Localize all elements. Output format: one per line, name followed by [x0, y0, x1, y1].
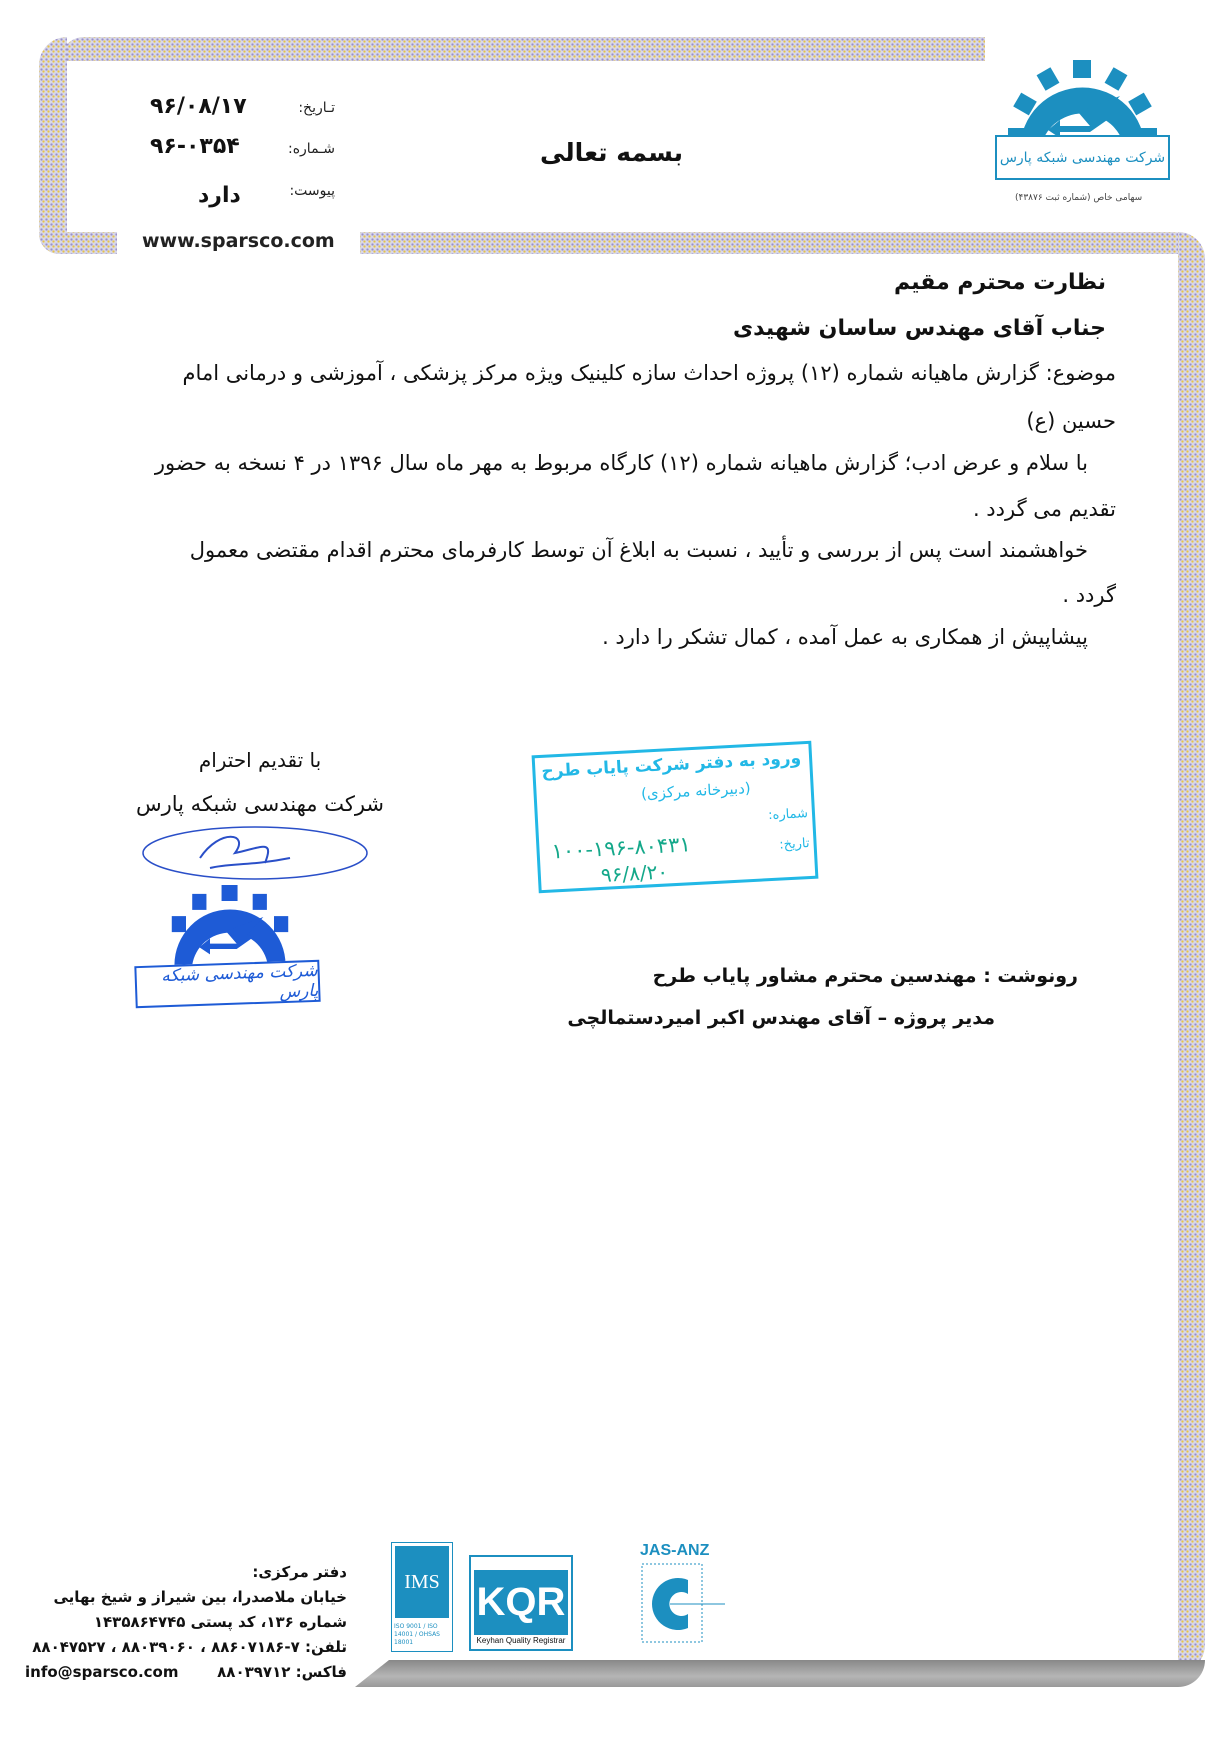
paragraph-1: با سلام و عرض ادب؛ گزارش ماهیانه شماره (۱۲) کارگاه مربوط به مهر ماه سال ۱۳۹۶ در ۴ نسخه به حضور	[154, 451, 1088, 475]
recipient-1: نظارت محترم مقیم	[894, 270, 1106, 295]
number-label: شـماره:	[287, 141, 335, 157]
recipient-2: جناب آقای مهندس ساسان شهیدی	[733, 316, 1106, 341]
received-stamp-subtitle: (دبیرخانه مرکزی)	[640, 779, 752, 803]
kqr-sub: Keyhan Quality Registrar	[476, 1636, 566, 1645]
paragraph-2: خواهشمند است پس از بررسی و تأیید ، نسبت به ابلاغ آن توسط کارفرمای محترم اقدام مقتضی معمول	[189, 538, 1088, 562]
office-label: دفتر مرکزی:	[252, 1563, 347, 1581]
received-stamp-title: ورود به دفتر شرکت پایاب طرح	[540, 748, 802, 782]
logo-company-name: شرکت مهندسی شبکه پارس	[999, 149, 1166, 166]
phone: تلفن: ۷-۸۸۶۰۷۱۸۶ ، ۸۸۰۳۹۰۶۰ ، ۸۸۰۴۷۵۲۷	[32, 1638, 347, 1656]
received-number-label: شماره:	[767, 806, 809, 824]
subject-text: گزارش ماهیانه شماره (۱۲) پروژه احداث سازه کلینیک ویژه مرکز پزشکی ، آموزشی و درمانی امام	[182, 361, 1039, 385]
ims-sub: ISO 9001 / ISO 14001 / OHSAS 18001	[394, 1623, 440, 1646]
frame-left-bar	[39, 37, 67, 254]
cc-line-2: مدیر پروژه – آقای مهندس اکبر امیردستمالچی	[567, 1007, 995, 1029]
cc-line-1: رونوشت : مهندسین محترم مشاور پایاب طرح	[652, 965, 1078, 987]
date-value: ۹۶/۰۸/۱۷	[150, 94, 247, 119]
received-stamp	[532, 741, 819, 893]
company-stamp	[133, 885, 323, 1010]
received-number-value: ۱۰۰-۱۹۶-۸۰۴۳۱	[551, 832, 692, 864]
website: www.sparsco.com	[142, 230, 335, 252]
closing: با تقدیم احترام	[198, 748, 322, 772]
logo-registration: سهامی خاص (شماره ثبت ۴۳۸۷۶)	[1015, 193, 1143, 203]
frame-bottom-bar	[355, 1660, 1205, 1687]
received-date-value: ۹۶/۸/۲۰	[600, 859, 669, 887]
subject-line	[138, 361, 1116, 385]
frame-middle-bar	[360, 232, 1195, 254]
jas-anz-text: JAS-ANZ	[640, 1542, 710, 1559]
number-value: ۹۶-۰۳۵۴	[150, 134, 240, 159]
email: info@sparsco.com	[25, 1663, 179, 1681]
subject-label: موضوع:	[1045, 361, 1116, 385]
signatory: شرکت مهندسی شبکه پارس	[135, 792, 385, 816]
company-logo	[990, 60, 1175, 210]
stamp-gear-icon	[145, 885, 315, 965]
stamp-name-box	[134, 960, 320, 1008]
frame-top-bar	[60, 37, 985, 61]
jas-anz-c-icon	[640, 1562, 725, 1647]
signature	[140, 818, 370, 888]
ims-logo	[391, 1542, 453, 1652]
subject-line-2: حسین (ع)	[1026, 409, 1116, 433]
attachment-label: پیوست:	[289, 183, 335, 199]
logo-name-box	[995, 135, 1170, 180]
ims-text: IMS	[404, 1570, 440, 1593]
address-line-1: خیابان ملاصدرا، بین شیراز و شیخ بهایی	[53, 1588, 347, 1606]
kqr-text: KQR	[476, 1580, 566, 1624]
kqr-logo	[469, 1555, 573, 1651]
fax: فاکس: ۸۸۰۳۹۷۱۲	[217, 1663, 347, 1681]
received-date-label: تاریخ:	[778, 836, 810, 853]
frame-right-bar	[1178, 232, 1205, 1672]
paragraph-3: پیشاپیش از همکاری به عمل آمده ، کمال تشکر را دارد .	[602, 625, 1088, 649]
attachment-value: دارد	[198, 183, 241, 208]
address-line-2: شماره ۱۳۶، کد پستی ۱۴۳۵۸۶۴۷۴۵	[93, 1613, 347, 1631]
date-label: تـاریخ:	[298, 100, 335, 116]
frame-left-bottom	[39, 232, 117, 254]
footer-address	[25, 1560, 347, 1685]
paragraph-2-cont: گردد .	[1062, 583, 1116, 607]
paragraph-1-cont: تقدیم می گردد .	[972, 497, 1116, 521]
stamp-company-name: شرکت مهندسی شبکه پارس	[160, 960, 319, 1003]
jas-anz-logo	[640, 1542, 735, 1652]
page-title: بسمه تعالی	[540, 138, 684, 167]
